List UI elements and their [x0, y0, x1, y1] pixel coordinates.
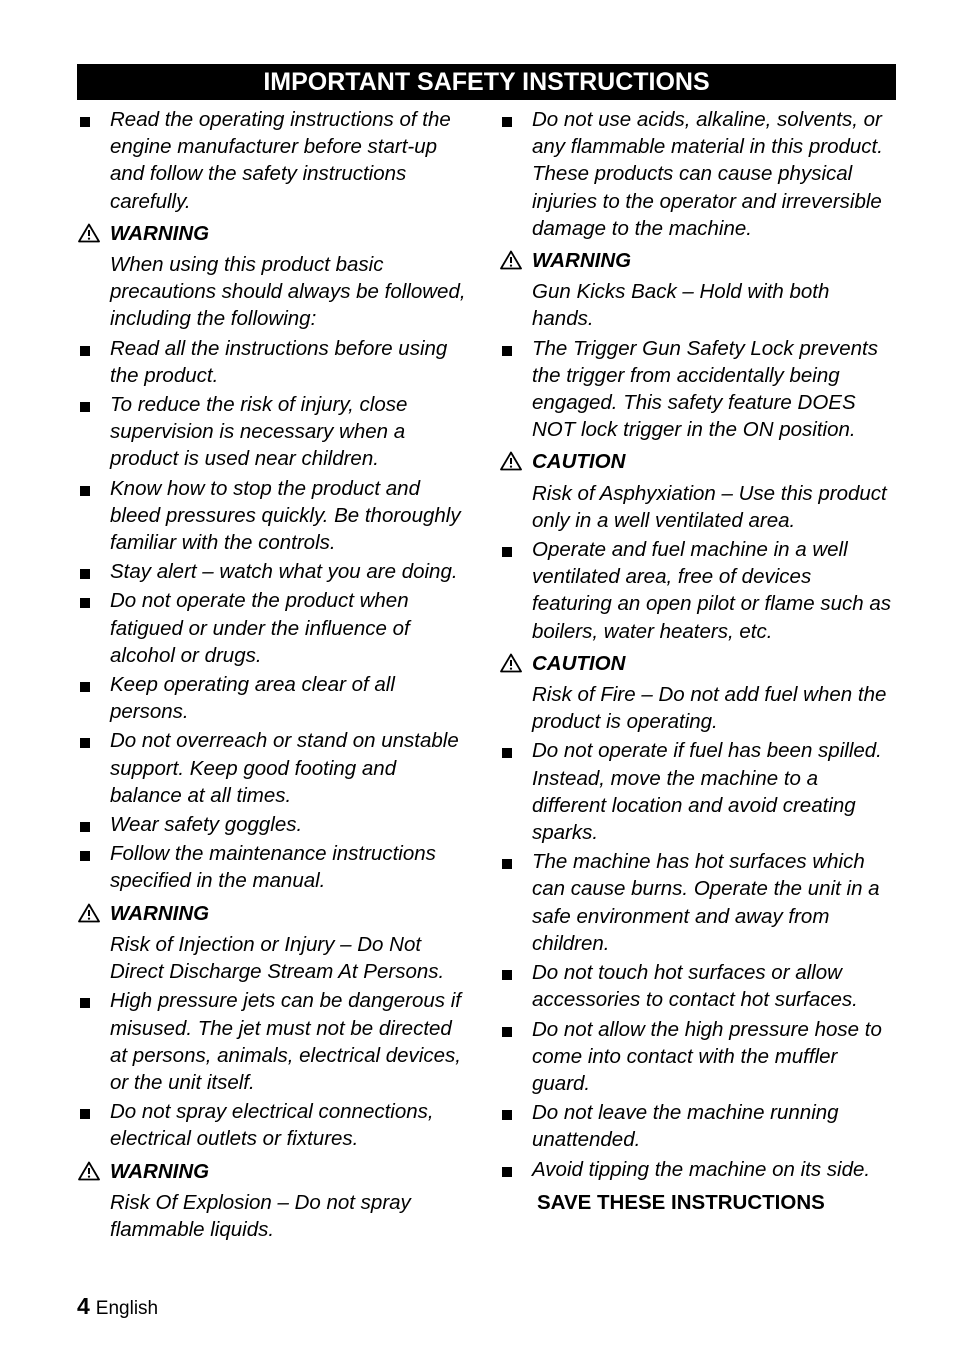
- warning-label: CAUTION: [532, 450, 626, 474]
- warning-heading: [77, 900, 473, 927]
- bullet-item: Do not allow the high pressure hose to come into contact with the muffler guard.: [499, 1016, 895, 1098]
- warning-label: CAUTION: [532, 651, 626, 675]
- warning-triangle-icon: [500, 451, 522, 471]
- bullet-item: Know how to stop the product and bleed pressures quickly. Be thoroughly familiar with the controls.: [77, 475, 473, 557]
- warning-text: Risk of Asphyxiation – Use this product only in a well ventilated area.: [532, 481, 887, 532]
- warning-triangle-icon: [78, 223, 100, 243]
- bullet-item: Do not spray electrical connections, electrical outlets or fixtures.: [77, 1098, 473, 1152]
- bullet-item: The Trigger Gun Safety Lock prevents the trigger from accidentally being engaged. This safety feature DOES NOT lock trigger in the ON position.: [499, 335, 895, 444]
- bullet-item: To reduce the risk of injury, close supervision is necessary when a product is used near children.: [77, 391, 473, 473]
- warning-heading: [77, 1158, 473, 1185]
- warning-triangle-icon: [500, 250, 522, 270]
- bullet-item: The machine has hot surfaces which can cause burns. Operate the unit in a safe environment and away from children.: [499, 848, 895, 957]
- bullet-item: Read the operating instructions of the engine manufacturer before start-up and follow the safety instructions carefully.: [77, 106, 473, 215]
- warning-heading: [77, 220, 473, 247]
- bullet-item: Do not operate the product when fatigued or under the influence of alcohol or drugs.: [77, 587, 473, 669]
- left-column: [77, 106, 473, 1243]
- right-column: [499, 106, 895, 1216]
- bullet-item: Operate and fuel machine in a well ventilated area, free of devices featuring an open pilot or flame such as boilers, water heaters, etc.: [499, 536, 895, 645]
- bullet-item: Avoid tipping the machine on its side.: [499, 1156, 895, 1183]
- warning-label: WARNING: [110, 1159, 210, 1183]
- warning-label: WARNING: [110, 901, 210, 925]
- bullet-item: Wear safety goggles.: [77, 811, 473, 838]
- warning-heading: [499, 247, 895, 274]
- bullet-item: Follow the maintenance instructions specified in the manual.: [77, 840, 473, 894]
- save-instructions-text: SAVE THESE INSTRUCTIONS: [537, 1190, 825, 1214]
- warning-text: Gun Kicks Back – Hold with both hands.: [532, 280, 830, 331]
- language-label: English: [95, 1298, 159, 1319]
- bullet-item: Keep operating area clear of all persons.: [77, 671, 473, 725]
- bullet-item: High pressure jets can be dangerous if misused. The jet must not be directed at persons, animals, electrical devices, or the unit itself.: [77, 987, 473, 1096]
- page-footer: [77, 1291, 158, 1324]
- bullet-item: Do not touch hot surfaces or allow accessories to contact hot surfaces.: [499, 959, 895, 1013]
- warning-text: Risk Of Explosion – Do not spray flammable liquids.: [110, 1190, 411, 1241]
- warning-text: Risk of Injection or Injury – Do Not Direct Discharge Stream At Persons.: [110, 932, 445, 984]
- warning-text: When using this product basic precautions should always be followed, including the following:: [110, 253, 466, 331]
- page-number: 4: [77, 1293, 90, 1319]
- warning-triangle-icon: [500, 653, 522, 673]
- bullet-item: Do not use acids, alkaline, solvents, or any flammable material in this product. These products can cause physical injuries to the operator and irreversible damage to the machine.: [499, 106, 895, 242]
- bullet-item: Read all the instructions before using the product.: [77, 335, 473, 389]
- bullet-item: Do not leave the machine running unattended.: [499, 1099, 895, 1153]
- warning-heading: [499, 448, 895, 475]
- warning-text: Risk of Fire – Do not add fuel when the product is operating.: [532, 683, 887, 734]
- warning-triangle-icon: [78, 903, 100, 923]
- warning-heading: [499, 650, 895, 677]
- bullet-item: Stay alert – watch what you are doing.: [77, 558, 473, 585]
- warning-label: WARNING: [110, 221, 210, 245]
- page-title: IMPORTANT SAFETY INSTRUCTIONS: [77, 64, 896, 100]
- bullet-item: Do not operate if fuel has been spilled. Instead, move the machine to a different location and avoid creating sparks.: [499, 737, 895, 846]
- bullet-item: Do not overreach or stand on unstable support. Keep good footing and balance at all times.: [77, 727, 473, 809]
- warning-triangle-icon: [78, 1161, 100, 1181]
- warning-label: WARNING: [532, 249, 632, 273]
